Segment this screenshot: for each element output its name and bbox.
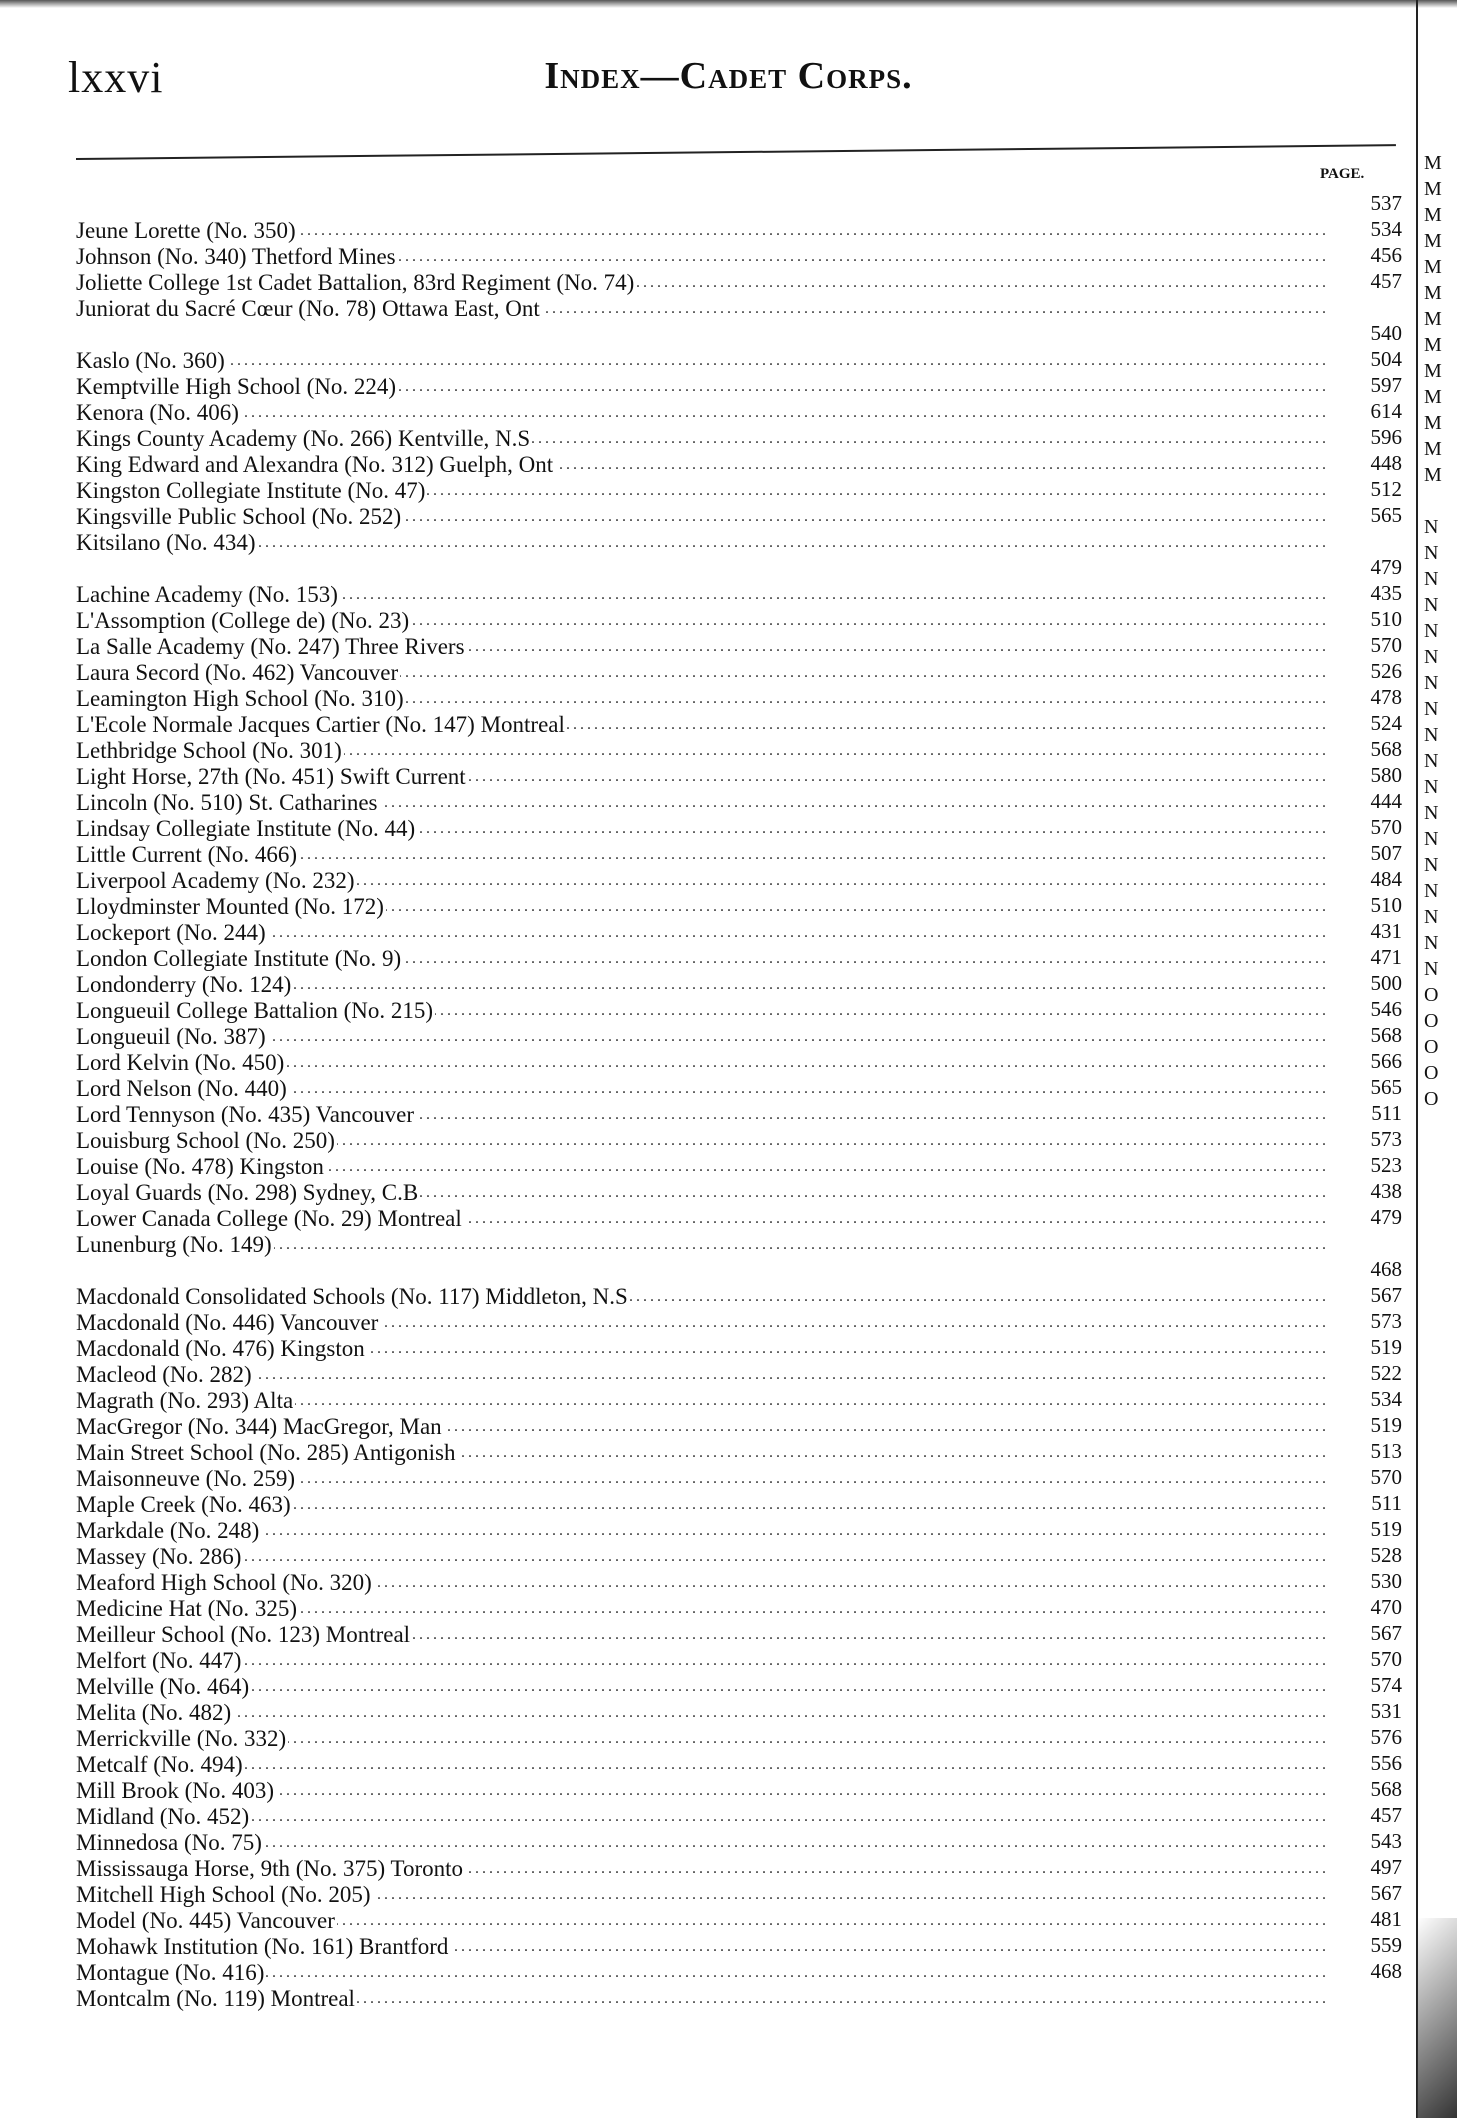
entry-label: Melville (No. 464) (76, 1674, 250, 1699)
index-entry (76, 1804, 1326, 1830)
page-gap (1352, 528, 1402, 554)
section-gap (76, 556, 1326, 582)
margin-letter (1424, 488, 1454, 514)
index-entry (76, 634, 1326, 660)
index-entry (76, 530, 1326, 556)
page-number-value: 596 (1370, 425, 1402, 449)
entry-label: L'Ecole Normale Jacques Cartier (No. 147) Montreal (76, 712, 565, 737)
margin-letter: N (1424, 880, 1439, 902)
page-number-value: 507 (1370, 841, 1402, 865)
margin-letter: N (1424, 542, 1439, 564)
page-number-value: 456 (1370, 243, 1402, 267)
page-number-value: 565 (1370, 503, 1402, 527)
page-number-value: 568 (1370, 737, 1402, 761)
page-number-value: 576 (1370, 1725, 1402, 1749)
index-entry (76, 686, 1326, 712)
page-number-value: 531 (1370, 1699, 1402, 1723)
index-entry (76, 972, 1326, 998)
margin-letter: N (1424, 958, 1439, 980)
adjacent-page-margin (1424, 150, 1454, 1112)
entry-label: Juniorat du Sacré Cœur (No. 78) Ottawa East, Ont (76, 296, 540, 321)
page-number-value: 431 (1370, 919, 1402, 943)
index-entry (76, 244, 1326, 270)
margin-letter: N (1424, 802, 1439, 824)
index-entry (76, 764, 1326, 790)
index-entry (76, 1024, 1326, 1050)
page-number-value: 528 (1370, 1543, 1402, 1567)
index-entry (76, 894, 1326, 920)
page-number-value: 524 (1370, 711, 1402, 735)
entry-label: Lincoln (No. 510) St. Catharines (76, 790, 378, 815)
page-gap (1352, 294, 1402, 320)
index-entry (76, 1492, 1326, 1518)
index-entry (76, 452, 1326, 478)
page-number-value: 470 (1370, 1595, 1402, 1619)
page-number-value: 519 (1370, 1517, 1402, 1541)
margin-letter: O (1424, 984, 1439, 1006)
header-rule (76, 144, 1396, 160)
index-entry (76, 1180, 1326, 1206)
index-entry (76, 1388, 1326, 1414)
entry-label: Lockeport (No. 244) (76, 920, 266, 945)
page-number-value: 568 (1370, 1023, 1402, 1047)
index-entry (76, 1128, 1326, 1154)
page-number-value: 500 (1370, 971, 1402, 995)
margin-letter: N (1424, 594, 1439, 616)
entry-label: Lord Kelvin (No. 450) (76, 1050, 285, 1075)
page-number-value: 570 (1370, 633, 1402, 657)
page-number-value: 438 (1370, 1179, 1402, 1203)
page-number-value: 448 (1370, 451, 1402, 475)
index-entry (76, 1050, 1326, 1076)
entry-label: Meaford High School (No. 320) (76, 1570, 372, 1595)
index-entry (76, 660, 1326, 686)
index-entry (76, 1102, 1326, 1128)
entry-label: Montague (No. 416) (76, 1960, 265, 1985)
margin-letter: N (1424, 906, 1439, 928)
entry-label: Magrath (No. 293) Alta (76, 1388, 294, 1413)
entry-label: Montcalm (No. 119) Montreal (76, 1986, 355, 2011)
page-number-value: 479 (1370, 1205, 1402, 1229)
margin-letter: M (1424, 152, 1442, 174)
page-number-value: 568 (1370, 1777, 1402, 1801)
entry-label: Kings County Academy (No. 266) Kentville, N.S (76, 426, 531, 451)
index-entry (76, 998, 1326, 1024)
entry-label: Jeune Lorette (No. 350) (76, 218, 296, 243)
page-number-value: 546 (1370, 997, 1402, 1021)
page-number-value: 478 (1370, 685, 1402, 709)
page-number-value: 522 (1370, 1361, 1402, 1385)
entry-label: London Collegiate Institute (No. 9) (76, 946, 402, 971)
page-number-value: 570 (1370, 1465, 1402, 1489)
page-number-value: 566 (1370, 1049, 1402, 1073)
entry-label: Liverpool Academy (No. 232) (76, 868, 355, 893)
page-number-value: 468 (1370, 1257, 1402, 1281)
index-entry (76, 1284, 1326, 1310)
entry-label: Maisonneuve (No. 259) (76, 1466, 296, 1491)
entry-label: Main Street School (No. 285) Antigonish (76, 1440, 456, 1465)
margin-letter: M (1424, 386, 1442, 408)
entry-label: Londonderry (No. 124) (76, 972, 292, 997)
entry-label: Lachine Academy (No. 153) (76, 582, 338, 607)
margin-letter: N (1424, 672, 1439, 694)
page-number-value: 511 (1371, 1101, 1402, 1125)
entry-label: Macdonald Consolidated Schools (No. 117) Middleton, N.S (76, 1284, 628, 1309)
margin-letter: O (1424, 1010, 1439, 1032)
entry-label: Medicine Hat (No. 325) (76, 1596, 297, 1621)
index-entry (76, 738, 1326, 764)
margin-letter: M (1424, 438, 1442, 460)
section-gap (76, 322, 1326, 348)
margin-letter: N (1424, 568, 1439, 590)
page-number-value: 570 (1370, 815, 1402, 839)
page-number-value: 512 (1370, 477, 1402, 501)
index-entry (76, 218, 1326, 244)
margin-letter: M (1424, 308, 1442, 330)
page-number-value: 481 (1370, 1907, 1402, 1931)
margin-letter: M (1424, 256, 1442, 278)
page-number-value: 570 (1370, 1647, 1402, 1671)
entry-label: Meilleur School (No. 123) Montreal (76, 1622, 411, 1647)
entry-label: Merrickville (No. 332) (76, 1726, 287, 1751)
index-entry (76, 1232, 1326, 1258)
index-entry (76, 608, 1326, 634)
entry-label: Macleod (No. 282) (76, 1362, 252, 1387)
margin-letter: O (1424, 1088, 1439, 1110)
page-number-value: 534 (1370, 217, 1402, 241)
index-entry (76, 1206, 1326, 1232)
entry-label: Markdale (No. 248) (76, 1518, 260, 1543)
page-number-value: 457 (1370, 1803, 1402, 1827)
entry-label: Midland (No. 452) (76, 1804, 250, 1829)
index-entry (76, 1570, 1326, 1596)
entry-label: Light Horse, 27th (No. 451) Swift Current (76, 764, 466, 789)
margin-letter: N (1424, 750, 1439, 772)
entry-label: Model (No. 445) Vancouver (76, 1908, 335, 1933)
entry-label: Joliette College 1st Cadet Battalion, 83rd Regiment (No. 74) (76, 270, 635, 295)
margin-letter: N (1424, 828, 1439, 850)
page-number-value: 510 (1370, 607, 1402, 631)
entry-label: Lethbridge School (No. 301) (76, 738, 342, 763)
page-number-value: 523 (1370, 1153, 1402, 1177)
index-entry (76, 1622, 1326, 1648)
index-entry (76, 1934, 1326, 1960)
entry-label: Kingston Collegiate Institute (No. 47) (76, 478, 426, 503)
index-entry (76, 426, 1326, 452)
entry-label: Macdonald (No. 446) Vancouver (76, 1310, 379, 1335)
index-entry (76, 1752, 1326, 1778)
margin-letter: M (1424, 204, 1442, 226)
page-top-edge (0, 0, 1457, 8)
entry-label: Melita (No. 482) (76, 1700, 232, 1725)
page-number-value: 484 (1370, 867, 1402, 891)
entry-label: Melfort (No. 447) (76, 1648, 242, 1673)
entry-label: Longueuil (No. 387) (76, 1024, 266, 1049)
page-title: Index—Cadet Corps. (544, 55, 913, 97)
page-numbers-column (1352, 190, 1402, 1984)
page-number-value: 580 (1370, 763, 1402, 787)
page-number-value: 537 (1370, 191, 1402, 215)
index-entry (76, 1336, 1326, 1362)
margin-letter: O (1424, 1036, 1439, 1058)
entry-label: MacGregor (No. 344) MacGregor, Man (76, 1414, 442, 1439)
entry-label: Laura Secord (No. 462) Vancouver (76, 660, 399, 685)
page-column-label: PAGE. (1320, 166, 1365, 182)
margin-letter: N (1424, 854, 1439, 876)
index-entry (76, 478, 1326, 504)
entry-label: Leamington High School (No. 310) (76, 686, 404, 711)
index-entry (76, 1414, 1326, 1440)
index-entry (76, 816, 1326, 842)
entry-label: L'Assomption (College de) (No. 23) (76, 608, 410, 633)
margin-letter: M (1424, 178, 1442, 200)
binding-edge (1416, 0, 1418, 2118)
index-entry (76, 504, 1326, 530)
margin-letter: N (1424, 646, 1439, 668)
page-number-value: 526 (1370, 659, 1402, 683)
page-number-value: 543 (1370, 1829, 1402, 1853)
page-number: lxxvi (68, 53, 164, 102)
index-entry (76, 1674, 1326, 1700)
page-number-value: 614 (1370, 399, 1402, 423)
page-number-value: 567 (1370, 1881, 1402, 1905)
entry-label: Kaslo (No. 360) (76, 348, 225, 373)
entry-label: Minnedosa (No. 75) (76, 1830, 262, 1855)
index-entry (76, 1596, 1326, 1622)
index-entry (76, 582, 1326, 608)
entry-label: Mohawk Institution (No. 161) Brantford (76, 1934, 449, 1959)
index-entry (76, 1908, 1326, 1934)
entry-label: Lord Tennyson (No. 435) Vancouver (76, 1102, 415, 1127)
margin-letter: N (1424, 698, 1439, 720)
page-number-value: 567 (1370, 1283, 1402, 1307)
margin-letter: N (1424, 776, 1439, 798)
entry-label: Louise (No. 478) Kingston (76, 1154, 324, 1179)
margin-letter: O (1424, 1062, 1439, 1084)
entry-label: Loyal Guards (No. 298) Sydney, C.B (76, 1180, 419, 1205)
entry-label: Louisburg School (No. 250) (76, 1128, 335, 1153)
entry-label: Johnson (No. 340) Thetford Mines (76, 244, 396, 269)
margin-letter: M (1424, 334, 1442, 356)
entry-label: Lord Nelson (No. 440) (76, 1076, 287, 1101)
page-gap (1352, 1230, 1402, 1256)
index-entry (76, 1986, 1326, 2012)
index-entry (76, 842, 1326, 868)
index-entry (76, 1648, 1326, 1674)
index-entry (76, 1076, 1326, 1102)
index-entry (76, 1362, 1326, 1388)
entry-label: Lloydminster Mounted (No. 172) (76, 894, 384, 919)
index-entry (76, 1778, 1326, 1804)
page-number-value: 573 (1370, 1127, 1402, 1151)
page-number-value: 597 (1370, 373, 1402, 397)
page-number-value: 510 (1370, 893, 1402, 917)
margin-letter: N (1424, 724, 1439, 746)
page-number-value: 574 (1370, 1673, 1402, 1697)
index-entry (76, 374, 1326, 400)
index-entry (76, 1856, 1326, 1882)
margin-letter: M (1424, 464, 1442, 486)
entry-label: Maple Creek (No. 463) (76, 1492, 291, 1517)
index-entry (76, 1310, 1326, 1336)
index-entry (76, 1726, 1326, 1752)
page-number-value: 519 (1370, 1335, 1402, 1359)
index-entry (76, 348, 1326, 374)
entry-label: Kingsville Public School (No. 252) (76, 504, 402, 529)
index-entry (76, 1518, 1326, 1544)
margin-letter: M (1424, 230, 1442, 252)
index-entry (76, 1440, 1326, 1466)
margin-letter: N (1424, 516, 1439, 538)
entry-label: Mitchell High School (No. 205) (76, 1882, 371, 1907)
index-entry (76, 270, 1326, 296)
entry-label: Lindsay Collegiate Institute (No. 44) (76, 816, 416, 841)
page-number-value: 530 (1370, 1569, 1402, 1593)
page-number-value: 540 (1370, 321, 1402, 345)
page-number-value: 573 (1370, 1309, 1402, 1333)
page-number-value: 435 (1370, 581, 1402, 605)
index-entry (76, 1544, 1326, 1570)
page-number-value: 559 (1370, 1933, 1402, 1957)
entry-label: King Edward and Alexandra (No. 312) Guelph, Ont (76, 452, 554, 477)
margin-letter: N (1424, 932, 1439, 954)
index-entry (76, 946, 1326, 972)
entry-label: Lunenburg (No. 149) (76, 1232, 272, 1257)
page-number-value: 497 (1370, 1855, 1402, 1879)
index-entry (76, 400, 1326, 426)
entry-label: Massey (No. 286) (76, 1544, 242, 1569)
entry-label: Metcalf (No. 494) (76, 1752, 243, 1777)
page-number-value: 565 (1370, 1075, 1402, 1099)
entry-label: Kenora (No. 406) (76, 400, 239, 425)
entry-label: Lower Canada College (No. 29) Montreal (76, 1206, 462, 1231)
entry-label: La Salle Academy (No. 247) Three Rivers (76, 634, 465, 659)
margin-letter: M (1424, 360, 1442, 382)
page-number-value: 513 (1370, 1439, 1402, 1463)
index-entry (76, 1960, 1326, 1986)
index-entry (76, 1882, 1326, 1908)
entry-label: Mississauga Horse, 9th (No. 375) Toronto (76, 1856, 464, 1881)
index-entry (76, 790, 1326, 816)
page-number-value: 556 (1370, 1751, 1402, 1775)
index-entry (76, 1700, 1326, 1726)
page-number-value: 471 (1370, 945, 1402, 969)
margin-letter: M (1424, 282, 1442, 304)
entry-label: Longueuil College Battalion (No. 215) (76, 998, 434, 1023)
page-number-value: 479 (1370, 555, 1402, 579)
section-gap (76, 1258, 1326, 1284)
page-number-value: 444 (1370, 789, 1402, 813)
page-number-value: 567 (1370, 1621, 1402, 1645)
index-entries (76, 218, 1326, 2012)
page-number-value: 519 (1370, 1413, 1402, 1437)
entry-label: Kemptville High School (No. 224) (76, 374, 397, 399)
index-entry (76, 1154, 1326, 1180)
page-number-value: 504 (1370, 347, 1402, 371)
page-number-value: 457 (1370, 269, 1402, 293)
index-entry (76, 868, 1326, 894)
index-entry (76, 1466, 1326, 1492)
index-entry (76, 712, 1326, 738)
margin-letter: N (1424, 620, 1439, 642)
entry-label: Little Current (No. 466) (76, 842, 298, 867)
index-entry (76, 296, 1326, 322)
page-corner-shadow (1417, 1918, 1457, 2118)
index-entry (76, 1830, 1326, 1856)
index-entry (76, 920, 1326, 946)
page-number-value: 511 (1371, 1491, 1402, 1515)
page-number-value: 534 (1370, 1387, 1402, 1411)
entry-label: Mill Brook (No. 403) (76, 1778, 275, 1803)
margin-letter: M (1424, 412, 1442, 434)
entry-label: Kitsilano (No. 434) (76, 530, 256, 555)
page-number-value: 468 (1370, 1959, 1402, 1983)
entry-label: Macdonald (No. 476) Kingston (76, 1336, 365, 1361)
